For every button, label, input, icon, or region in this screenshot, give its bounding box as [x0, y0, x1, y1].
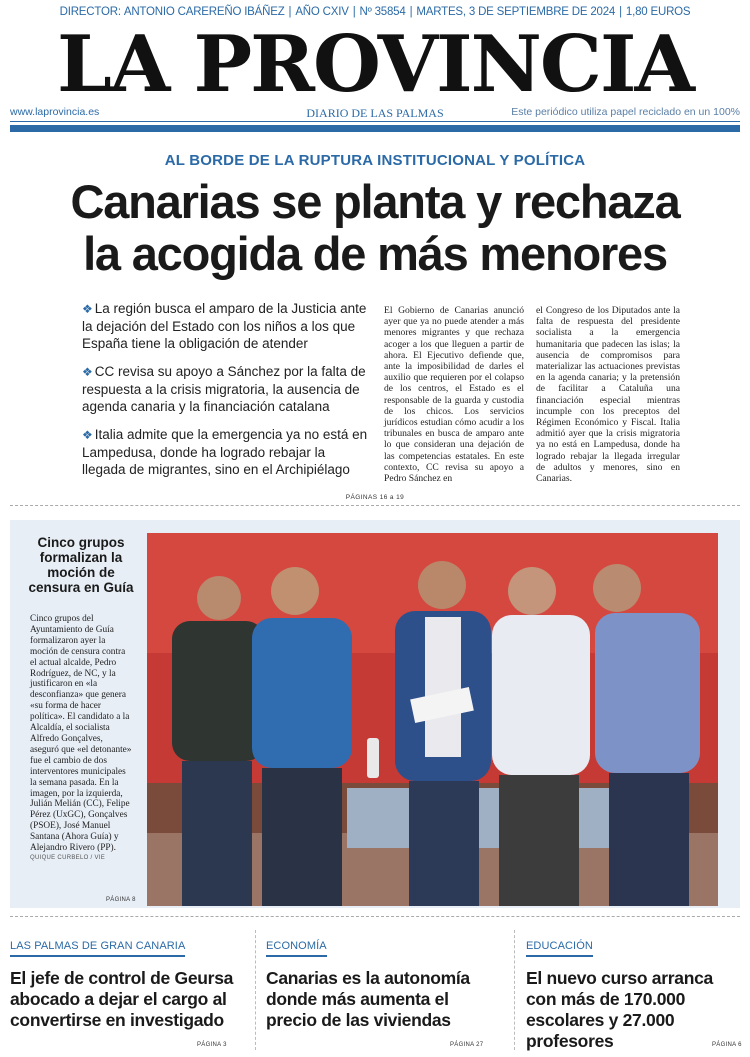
column-separator: [255, 930, 256, 1050]
diamond-bullet-icon: ❖: [82, 428, 93, 442]
teaser-headline: El nuevo curso arranca con más de 170.000 escolares y 27.000 profesores: [526, 968, 713, 1051]
masthead-subtitle: DIARIO DE LAS PALMAS: [306, 106, 444, 120]
teaser-headline: Canarias es la autonomía donde más aumenta el precio de las viviendas: [266, 968, 470, 1030]
teaser-section-label: ECONOMÍA: [266, 940, 327, 957]
director-name: ANTONIO CAREREÑO IBÁÑEZ: [123, 6, 285, 18]
issue-date: MARTES, 3 DE SEPTIEMBRE DE 2024: [416, 6, 616, 18]
director-label: DIRECTOR:: [59, 6, 121, 18]
issue-number: Nº 35854: [359, 6, 406, 18]
photo-credit: QUIQUE CURBELO / VIE: [30, 855, 106, 861]
newspaper-masthead[interactable]: LA PROVINCIA: [57, 19, 693, 110]
lead-body-column-1: El Gobierno de Canarias anunció ayer que ya no puede atender a más menores migrantes y que rechaza acoger a los que lleguen a partir de ahora. El Ejecutivo defiende que, ante la imposibilidad de darles el auxilio que requieren por el colapso de los centros, el Estado es el responsable de la guarda y custodia de los chicos. Los servicios jurídicos estudian cómo acudir a los tribunales en busca de amparo ante lo que consideran una dejación de las competencias estatales. En este contexto, CC revisa su apoyo a Pedro Sánchez en: [384, 305, 524, 485]
teaser-page-reference: PÁGINA 3: [197, 1042, 227, 1048]
lead-bullet: ❖ Italia admite que la emergencia ya no está en Lampedusa, donde ha logrado rebajar la llegada de migrantes, sino en el Archipiélago: [82, 427, 368, 477]
lead-bullet: ❖ La región busca el amparo de la Justicia ante la dejación del Estado con los niños a los que España tiene la obligación de atender: [82, 301, 367, 351]
teaser-section-label: LAS PALMAS DE GRAN CANARIA: [10, 940, 185, 957]
edition-info-line: DIRECTOR: ANTONIO CAREREÑO IBÁÑEZ | AÑO CXIV | Nº 35854 | MARTES, 3 DE SEPTIEMBRE DE 2024 | 1,80 EUROS: [59, 6, 691, 18]
lead-body-column-2: el Congreso de los Diputados ante la falta de respuesta del presidente socialista a la emergencia humanitaria que padecen las islas; la ausencia de compromisos para materializar las actuaciones previstas en la agenda canaria; y la pretensión de facilitar a Cataluña una financiación especial mientras incumple con los preceptos del Régimen Económico y Fiscal. Italia admitió ayer que la crisis migratoria ya no está en Lampedusa, donde ha logrado rebajar la llegada irregular de adultos y menores, sino en Canarias.: [536, 305, 680, 485]
bottom-divider: [10, 916, 740, 917]
masthead-subbar: [10, 106, 740, 120]
diamond-bullet-icon: ❖: [82, 365, 93, 379]
year-label: AÑO CXIV: [295, 6, 349, 18]
masthead-divider-thin: [10, 121, 740, 122]
lead-headline[interactable]: [0, 176, 750, 280]
recycled-paper-note: Este periódico utiliza papel reciclado en un 100%: [511, 106, 740, 118]
lead-kicker: AL BORDE DE LA RUPTURA INSTITUCIONAL Y POLÍTICA: [164, 152, 586, 169]
group-photo-illustration: [147, 533, 718, 906]
teaser-las-palmas[interactable]: [10, 936, 245, 1048]
website-link[interactable]: www.laprovincia.es: [10, 106, 100, 118]
lead-page-reference[interactable]: PÁGINAS 16 a 19: [345, 494, 405, 501]
masthead-divider: [10, 125, 740, 132]
teaser-educacion[interactable]: [526, 936, 746, 1052]
diamond-bullet-icon: ❖: [82, 302, 93, 316]
lead-headline-line-2: la acogida de más menores: [83, 227, 667, 280]
column-separator: [514, 930, 515, 1050]
section-divider: [10, 505, 740, 506]
teaser-economia[interactable]: [266, 936, 501, 1048]
lead-bullet: ❖ CC revisa su apoyo a Sánchez por la falta de respuesta a la crisis migratoria, la ausencia de agenda canaria y la financiación catalana: [82, 364, 366, 414]
teaser-section-label: EDUCACIÓN: [526, 940, 593, 957]
lead-bullets: [82, 300, 372, 489]
teaser-headline: El jefe de control de Geursa abocado a dejar el cargo al convertirse en investigado: [10, 968, 234, 1030]
feature-title[interactable]: Cinco grupos formalizan la moción de censura en Guía: [28, 535, 134, 595]
feature-photo[interactable]: [147, 533, 718, 906]
teaser-page-reference: PÁGINA 27: [450, 1042, 484, 1048]
feature-body: Cinco grupos del Ayuntamiento de Guía formalizaron ayer la moción de censura contra el actual alcalde, Pedro Rodríguez, de NC, y la justificaron en «la desconfianza» que genera «su forma de hacer política». El candidato a la Alcaldía, el socialista Alfredo Gonçalves, aseguró que «el detonante» fue el cambio de dos interventores municipales la semana pasada. En la imagen, por la izquierda, Julián Melián (CC), Felipe Pérez (UxGC), Gonçalves (PSOE), José Manuel Santana (Ahora Guía) y Alejandro Rivero (PP).: [30, 614, 132, 854]
price: 1,80 EUROS: [625, 6, 691, 18]
feature-page-reference[interactable]: PÁGINA 8: [106, 897, 136, 903]
teaser-page-reference: PÁGINA 6: [712, 1042, 742, 1048]
lead-headline-line-1: Canarias se planta y rechaza: [70, 175, 680, 228]
